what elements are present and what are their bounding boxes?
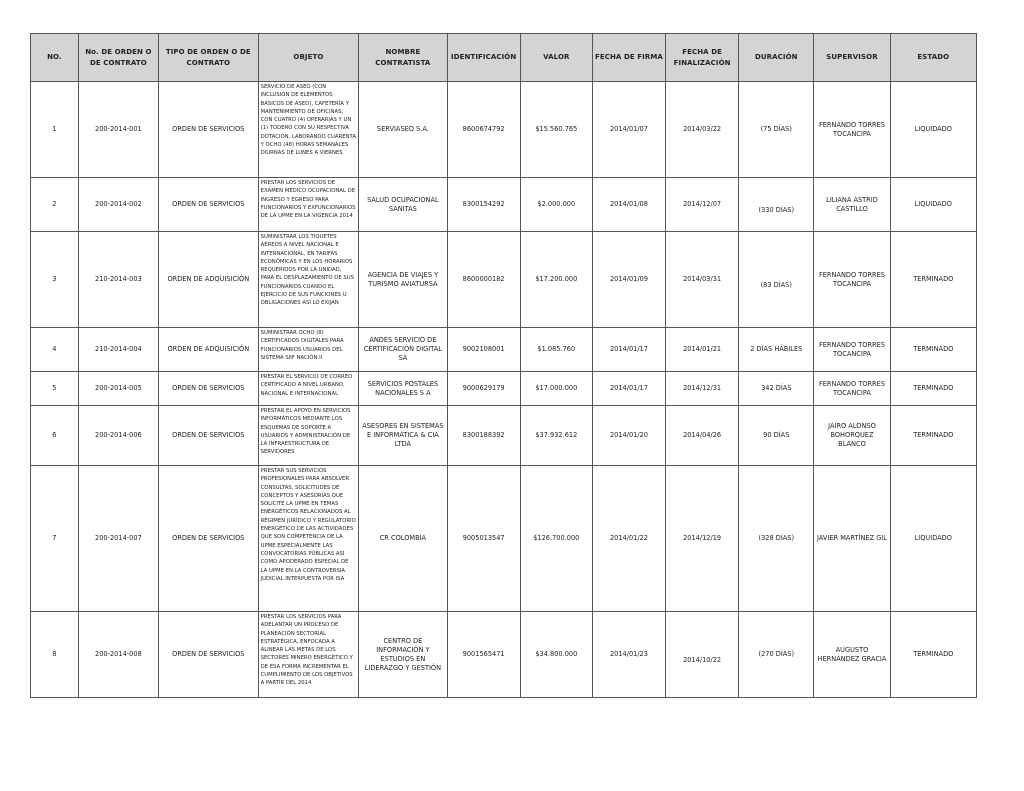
table-row — [31, 466, 977, 612]
table-row — [31, 406, 977, 466]
duracion-text: (330 DÍAS) — [758, 206, 795, 214]
cell-no: 8 — [31, 612, 79, 698]
cell-identificacion: 8600674792 — [447, 82, 520, 178]
cell-fecha-fin: 2014/03/31 — [666, 232, 739, 328]
cell-supervisor: FERNANDO TORRES TOCANCIPA — [814, 232, 890, 328]
cell-tipo: ORDEN DE SERVICIOS — [159, 372, 259, 406]
cell-numero: 200-2014-002 — [78, 178, 158, 232]
cell-duracion — [739, 232, 814, 328]
cell-duracion: (270 DÍAS) — [739, 612, 814, 698]
cell-nombre: CR COLOMBIA — [359, 466, 447, 612]
cell-identificacion: 9000629179 — [447, 372, 520, 406]
cell-no: 3 — [31, 232, 79, 328]
cell-nombre: AGENCIA DE VIAJES Y TURISMO AVIATURSA — [359, 232, 447, 328]
table-row — [31, 372, 977, 406]
cell-tipo: ORDEN DE SERVICIOS — [159, 466, 259, 612]
table-row — [31, 328, 977, 372]
cell-objeto: PRESTAR SUS SERVICIOS PROFESIONALES PARA ABSOLVER CONSULTAS, SOLICITUDES DE CONCEPTOS Y ASESORÍAS QUE SOLICITE LA UPME EN TEMAS ENERGÉTICOS RELACIONADOS AL RÉGIMEN JURÍDICO Y REGULATORIO ENERGÉTICO DE LAS ACTIVIDADES QUE SON COMPETENCIA DE LA UPME ESPECIALMENTE LAS CONVOCATORIAS PÚBLICAS ASÍ COMO APODERADO ESPECIAL DE LA UPME EN LA CONTROVERSIA JUDICIAL INTERPUESTA POR ISA — [258, 466, 359, 612]
cell-numero: 200-2014-005 — [78, 372, 158, 406]
cell-identificacion: 8300154292 — [447, 178, 520, 232]
cell-no: 1 — [31, 82, 79, 178]
cell-valor: $17.200.000 — [520, 232, 592, 328]
cell-fecha-firma: 2014/01/20 — [592, 406, 665, 466]
cell-objeto: PRESTAR EL APOYO EN SERVICIOS INFORMÁTICOS MEDIANTE LOS ESQUEMAS DE SOPORTE A USUARIOS Y ADMINISTRACIÓN DE LA INFRAESTRUCTURA DE SERVIDORES — [258, 406, 359, 466]
cell-fecha-fin: 2014/12/19 — [666, 466, 739, 612]
contracts-table — [30, 33, 977, 698]
cell-objeto: PRESTAR LOS SERVICIOS PARA ADELANTAR UN PROCESO DE PLANEACIÓN SECTORIAL ESTRATÉGICA, ENFOCADA A ALINEAR LAS METAS DE LOS SECTORES MINERO ENERGÉTICO Y DE ESA FORMA INCREMENTAR EL CUMPLIMIENTO DE LOS OBJETIVOS A PARTIR DEL 2014 — [258, 612, 359, 698]
cell-estado: TERMINADO — [890, 406, 976, 466]
header-supervisor: SUPERVISOR — [814, 34, 890, 82]
cell-objeto: PRESTAR LOS SERVICIOS DE EXAMEN MÉDICO OCUPACIONAL DE INGRESO Y EGRESO PARA FUNCIONARIOS Y EXFUNCIONARIOS DE LA UPME EN LA VIGENCIA 2014 — [258, 178, 359, 232]
fecha-fin-text: 2014/10/22 — [683, 656, 722, 664]
cell-supervisor: FERNANDO TORRES TOCANCIPA — [814, 82, 890, 178]
cell-nombre: SALUD OCUPACIONAL SANITAS — [359, 178, 447, 232]
cell-identificacion: 9001565471 — [447, 612, 520, 698]
cell-fecha-fin: 2014/12/31 — [666, 372, 739, 406]
cell-fecha-fin: 2014/03/22 — [666, 82, 739, 178]
cell-nombre: SERVIASEO S.A. — [359, 82, 447, 178]
cell-numero: 200-2014-008 — [78, 612, 158, 698]
header-objeto: OBJETO — [258, 34, 359, 82]
cell-estado: TERMINADO — [890, 372, 976, 406]
cell-estado: TERMINADO — [890, 612, 976, 698]
cell-fecha-firma: 2014/01/22 — [592, 466, 665, 612]
cell-valor: $17.000.000 — [520, 372, 592, 406]
header-nombre: NOMBRE CONTRATISTA — [359, 34, 447, 82]
cell-fecha-fin: 2014/12/07 — [666, 178, 739, 232]
cell-supervisor: FERNANDO TORRES TOCANCIPA — [814, 372, 890, 406]
cell-duracion: (328 DÍAS) — [739, 466, 814, 612]
header-identificacion: IDENTIFICACIÓN — [447, 34, 520, 82]
cell-fecha-firma: 2014/01/17 — [592, 372, 665, 406]
cell-estado: TERMINADO — [890, 232, 976, 328]
cell-supervisor: AUGUSTO HERNÁNDEZ GRACIA — [814, 612, 890, 698]
cell-fecha-firma: 2014/01/07 — [592, 82, 665, 178]
cell-numero: 210-2014-004 — [78, 328, 158, 372]
cell-duracion: (75 DÍAS) — [739, 82, 814, 178]
cell-no: 2 — [31, 178, 79, 232]
cell-valor: $37.932.612 — [520, 406, 592, 466]
cell-supervisor: JAIRO ALONSO BOHORQUEZ BLANCO — [814, 406, 890, 466]
cell-duracion: 2 DÍAS HÁBILES — [739, 328, 814, 372]
cell-identificacion: 8300188392 — [447, 406, 520, 466]
cell-tipo: ORDEN DE SERVICIOS — [159, 406, 259, 466]
cell-no: 4 — [31, 328, 79, 372]
table-row — [31, 178, 977, 232]
cell-no: 7 — [31, 466, 79, 612]
cell-valor: $1.085.760 — [520, 328, 592, 372]
cell-numero: 200-2014-006 — [78, 406, 158, 466]
duracion-text: (83 DÍAS) — [760, 281, 792, 289]
cell-nombre: ANDES SERVICIO DE CERTIFICACIÓN DIGITAL SA — [359, 328, 447, 372]
cell-fecha-fin: 2014/04/26 — [666, 406, 739, 466]
cell-estado: TERMINADO — [890, 328, 976, 372]
header-valor: VALOR — [520, 34, 592, 82]
cell-valor: $15.560.765 — [520, 82, 592, 178]
cell-fecha-fin: 2014/01/21 — [666, 328, 739, 372]
table-row — [31, 82, 977, 178]
header-numero: No. DE ORDEN O DE CONTRATO — [78, 34, 158, 82]
cell-fecha-fin — [666, 612, 739, 698]
cell-no: 6 — [31, 406, 79, 466]
cell-numero: 200-2014-007 — [78, 466, 158, 612]
cell-numero: 210-2014-003 — [78, 232, 158, 328]
cell-tipo: ORDEN DE ADQUISICIÓN — [159, 232, 259, 328]
header-row — [31, 34, 977, 82]
cell-valor: $34.800.000 — [520, 612, 592, 698]
header-duracion: DURACIÓN — [739, 34, 814, 82]
cell-identificacion: 9005013547 — [447, 466, 520, 612]
cell-estado: LIQUIDADO — [890, 466, 976, 612]
table-row — [31, 232, 977, 328]
cell-supervisor: FERNANDO TORRES TOCANCIPA — [814, 328, 890, 372]
header-fecha-fin: FECHA DE FINALIZACIÓN — [666, 34, 739, 82]
cell-valor: $2.000.000 — [520, 178, 592, 232]
cell-tipo: ORDEN DE ADQUISICIÓN — [159, 328, 259, 372]
cell-valor: $126.700.000 — [520, 466, 592, 612]
cell-duracion — [739, 178, 814, 232]
cell-no: 5 — [31, 372, 79, 406]
cell-nombre: ASESORES EN SISTEMAS E INFORMÁTICA & CIA LTDA — [359, 406, 447, 466]
table-row — [31, 612, 977, 698]
cell-estado: LIQUIDADO — [890, 82, 976, 178]
cell-estado: LIQUIDADO — [890, 178, 976, 232]
cell-fecha-firma: 2014/01/08 — [592, 178, 665, 232]
cell-nombre: SERVICIOS POSTALES NACIONALES S A — [359, 372, 447, 406]
cell-fecha-firma: 2014/01/23 — [592, 612, 665, 698]
cell-objeto: SUMINISTRAR LOS TIQUETES AÉREOS A NIVEL NACIONAL E INTERNACIONAL, EN TARIFAS ECONÓMICAS Y EN LOS HORARIOS REQUERIDOS POR LA UNIDAD, PARA EL DESPLAZAMIENTO DE SUS FUNCIONARIOS CUANDO EL EJERCICIO DE SUS FUNCIONES U OBLIGACIONES ASÍ LO EXIJAN — [258, 232, 359, 328]
header-estado: ESTADO — [890, 34, 976, 82]
cell-tipo: ORDEN DE SERVICIOS — [159, 178, 259, 232]
cell-fecha-firma: 2014/01/09 — [592, 232, 665, 328]
header-no: NO. — [31, 34, 79, 82]
header-tipo: TIPO DE ORDEN O DE CONTRATO — [159, 34, 259, 82]
cell-objeto: SERVICIO DE ASEO (CON INCLUSIÓN DE ELEMENTOS BÁSICOS DE ASEO), CAFETERÍA Y MANTENIMIENTO DE OFICINAS; CON CUATRO (4) OPERARIAS Y UN (1) TODERO CON SU RESPECTIVA DOTACIÓN, LABORANDO CUARENTA Y OCHO (48) HORAS SEMANALES DIURNAS DE LUNES A VIERNES — [258, 82, 359, 178]
cell-objeto: PRESTAR EL SERVICIO DE CORREO CERTIFICADO A NIVEL URBANO, NACIONAL E INTERNACIONAL — [258, 372, 359, 406]
header-fecha-firma: FECHA DE FIRMA — [592, 34, 665, 82]
cell-supervisor: JAVIER MARTÍNEZ GIL — [814, 466, 890, 612]
cell-duracion: 90 DÍAS — [739, 406, 814, 466]
cell-fecha-firma: 2014/01/17 — [592, 328, 665, 372]
cell-identificacion: 8600000182 — [447, 232, 520, 328]
cell-supervisor: LILIANA ASTRID CASTILLO — [814, 178, 890, 232]
cell-nombre: CENTRO DE INFORMACIÓN Y ESTUDIOS EN LIDERAZGO Y GESTIÓN — [359, 612, 447, 698]
cell-tipo: ORDEN DE SERVICIOS — [159, 612, 259, 698]
cell-identificacion: 9002108001 — [447, 328, 520, 372]
cell-duracion: 342 DÍAS — [739, 372, 814, 406]
cell-tipo: ORDEN DE SERVICIOS — [159, 82, 259, 178]
cell-numero: 200-2014-001 — [78, 82, 158, 178]
cell-objeto: SUMINISTRAR OCHO (8) CERTIFICADOS DIGITALES PARA FUNCIONARIOS USUARIOS DEL SISTEMA SIIF NACIÓN II — [258, 328, 359, 372]
